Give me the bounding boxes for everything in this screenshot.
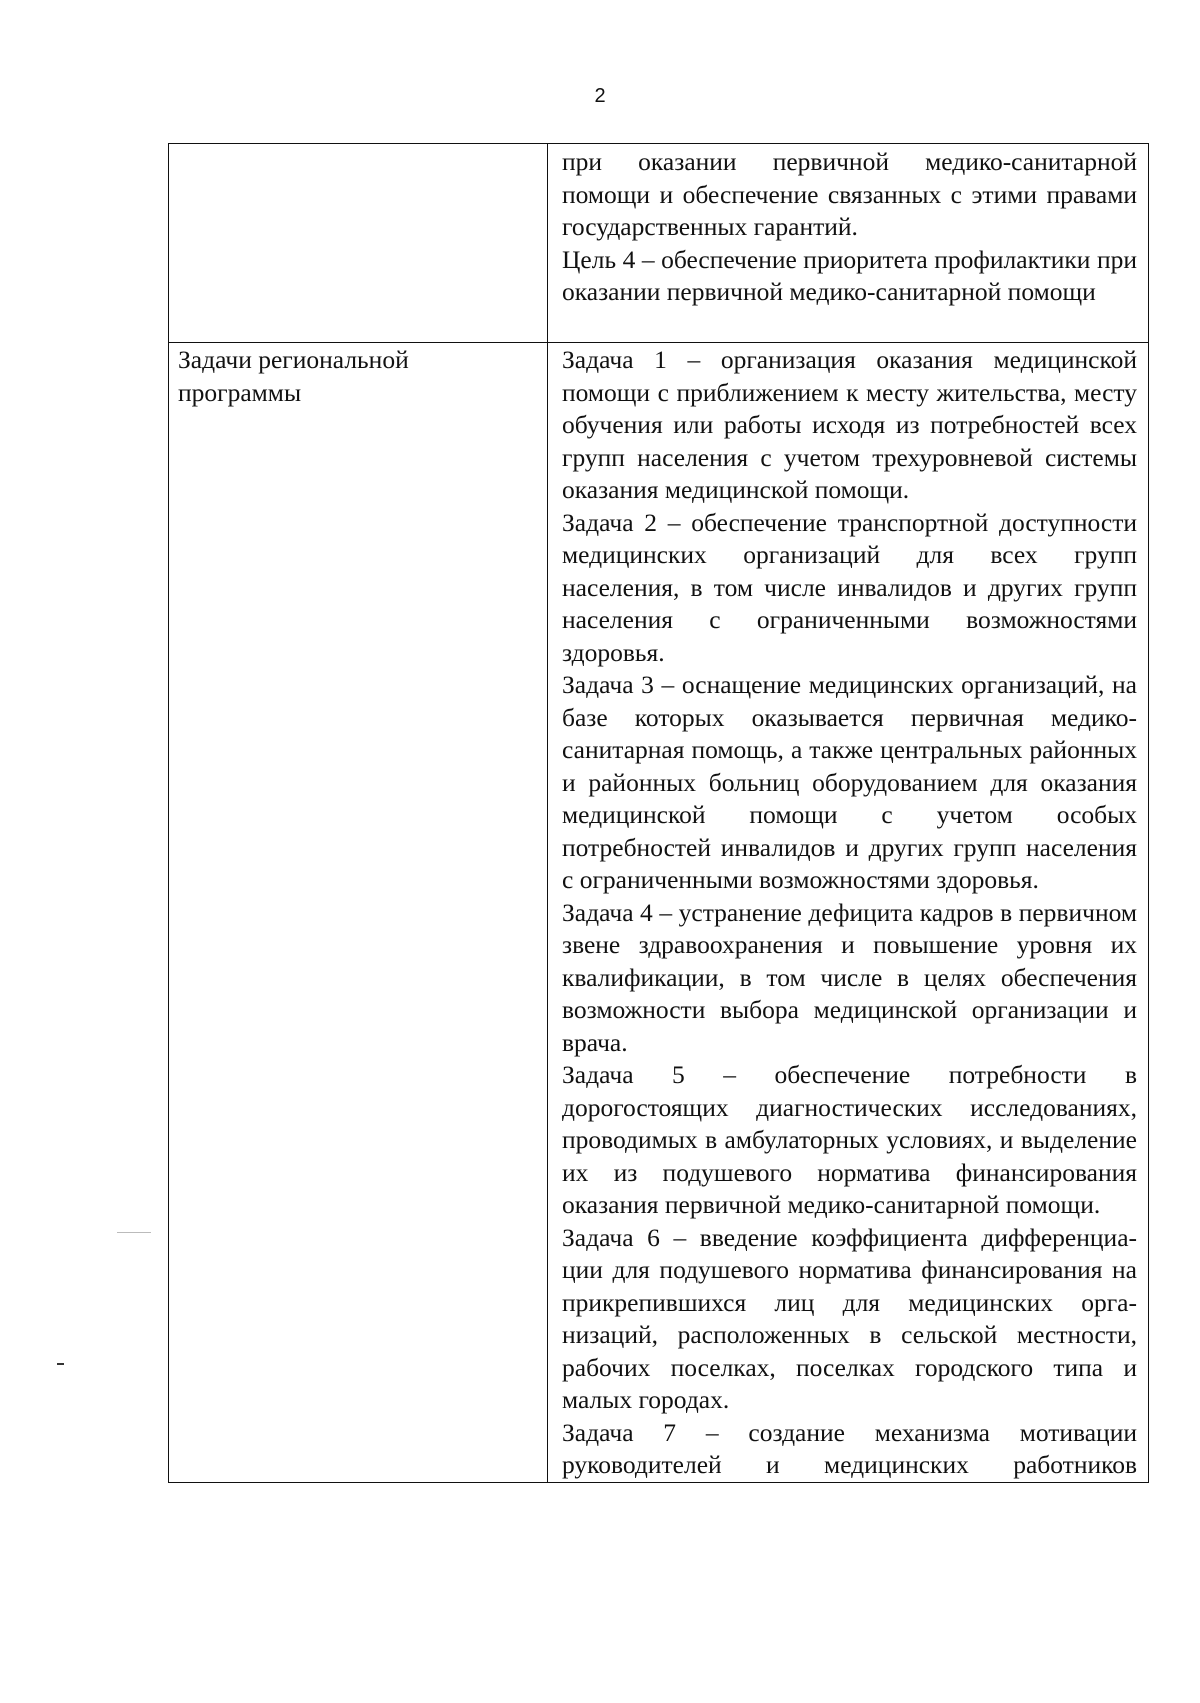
task-1-text: Задача 1 – организация оказания медицинской помощи с приближением к месту жительства, месту обучения или работы исходя из потребностей всех групп населения с учетом трехуровневой системы оказания медицинской помощи. <box>562 345 1137 504</box>
task-6-text: Задача 6 – введение коэффициента дифференциа-ции для подушевого норматива финансирования на прикрепившихся лиц для медицинских орга-низаций, расположенных в сельской местности, рабочих поселках, поселках городского типа и малых городах. <box>562 1222 1137 1414</box>
goal-text: при оказании первичной медико-санитарной помощи и обеспечение связанных с этими правами государственных гарантий. <box>562 147 1137 241</box>
row-content-cell <box>548 144 1149 343</box>
margin-dot <box>57 1363 64 1365</box>
task-7-text: Задача 7 – создание механизма мотивации руководителей и медицинских работников <box>562 1417 1137 1479</box>
passport-table <box>168 143 1149 1483</box>
margin-mark <box>117 1232 151 1233</box>
page-number: 2 <box>594 85 606 107</box>
goal-4-text: Цель 4 – обеспечение приоритета профилактики при оказании первичной медико-санитарной помощи <box>562 244 1137 306</box>
table-row <box>169 343 1149 1483</box>
task-4-text: Задача 4 – устранение дефицита кадров в первичном звене здравоохранения и повышение уровня их квалификации, в том числе в целях обеспечения возможности выбора медицинской организации и врача. <box>562 897 1137 1057</box>
table-row <box>169 144 1149 343</box>
task-3-text: Задача 3 – оснащение медицинских организаций, на базе которых оказывается первичная медико-санитарная помощь, а также центральных районных и районных больниц оборудованием для оказания медицинской помощи с учетом особых потребностей инвалидов и других групп населения с ограниченными возможностями здоровья. <box>562 670 1137 894</box>
row-label-cell: Задачи региональной программы <box>169 343 548 1483</box>
task-2-text: Задача 2 – обеспечение транспортной доступности медицинских организаций для всех групп населения, в том числе инвалидов и других групп населения с ограниченными возможностями здоровья. <box>562 507 1137 667</box>
row-label-cell <box>169 144 548 343</box>
task-5-text: Задача 5 – обеспечение потребности в дорогостоящих диагностических исследованиях, проводимых в амбулаторных условиях, и выделение их из подушевого норматива финансирования оказания первичной медико-санитарной помощи. <box>562 1060 1137 1219</box>
row-content-cell <box>548 343 1149 1483</box>
